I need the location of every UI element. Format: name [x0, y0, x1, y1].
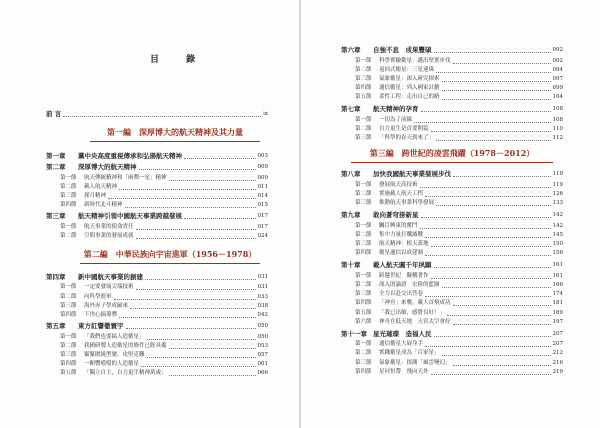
- page-number: 219: [552, 368, 563, 375]
- chapter-title: 東方紅響徹寰宇: [78, 322, 124, 331]
- page-number: 092: [552, 47, 563, 53]
- chapter-number: 第一章: [46, 152, 66, 160]
- section-entry: [355, 290, 563, 298]
- section-title: 海外赤子學成歸來: [84, 302, 129, 309]
- chapter-number: 第六章: [341, 46, 361, 54]
- part-rule: [90, 141, 260, 142]
- section-entry: [60, 333, 268, 341]
- chapter-title: 星光璀璨 造福人民: [373, 329, 432, 338]
- chapter-number: 第十章: [341, 261, 361, 270]
- section-title: 神舟在低天地 天宮太空會好: [379, 318, 451, 325]
- dot-leader: [141, 366, 255, 367]
- page-number: 156: [552, 250, 563, 257]
- section-number: 第四節: [355, 85, 372, 92]
- chapter-title: 加快我國航天事業發展步伐: [373, 170, 451, 179]
- page-number: 108: [552, 116, 563, 123]
- page-number: 212: [552, 350, 563, 357]
- part-rule: [351, 162, 553, 163]
- page-number: 042: [257, 311, 268, 318]
- section-title: 返回式衛星：三星連珠: [379, 66, 435, 73]
- section-number: 第二節: [60, 183, 77, 190]
- page-number: 161: [552, 262, 563, 269]
- section-title: 氣象衛星：深入研究探索: [379, 75, 440, 82]
- section-title: 緊緊圍繞型號，攻堅克難: [84, 352, 145, 358]
- dot-leader: [421, 217, 551, 218]
- chapter-entry: [46, 152, 268, 160]
- dot-leader: [447, 315, 550, 316]
- page-number: 017: [257, 223, 268, 230]
- dot-leader: [436, 72, 550, 73]
- page-number: 094: [552, 66, 563, 73]
- section-number: 第二節: [60, 232, 77, 239]
- section-number: 第二節: [355, 231, 372, 238]
- dot-leader: [453, 365, 551, 366]
- dot-leader: [453, 63, 551, 64]
- section-number: 第一節: [60, 223, 77, 230]
- section-title: 星河恒帶 飛向天外: [379, 368, 429, 375]
- section-number: 第三節: [355, 291, 372, 298]
- dot-leader: [130, 308, 255, 309]
- section-entry: [60, 174, 268, 182]
- part-heading: 第一編 深厚博大的航天精神及其力量: [107, 127, 243, 137]
- section-entry: [60, 360, 268, 368]
- section-title: 科學實驗衛星：邁出堅實步伐: [379, 57, 451, 64]
- section-entry: [355, 134, 563, 142]
- section-entry: [60, 192, 268, 200]
- dot-leader: [147, 339, 256, 340]
- page-number: 003: [257, 153, 268, 159]
- section-title: 自力更生是首要開篇: [379, 126, 429, 132]
- dot-leader: [434, 52, 551, 53]
- section-title: 航天傳統精神和「兩彈一星」精神: [84, 174, 167, 181]
- chapter-title: 敢向蒼穹掛新星: [373, 211, 419, 220]
- section-number: 第三節: [60, 192, 77, 199]
- section-title: 集中力量打殲滅戰: [379, 231, 424, 238]
- dot-leader: [425, 196, 550, 197]
- dot-leader: [184, 158, 256, 159]
- page-number: 014: [257, 192, 268, 199]
- page-number: 017: [257, 213, 268, 220]
- right-page: [301, 0, 600, 428]
- dot-leader: [436, 205, 550, 206]
- page-number: 133: [552, 200, 563, 207]
- section-entry: [355, 231, 563, 239]
- dot-leader: [145, 279, 256, 280]
- dot-leader: [420, 187, 551, 188]
- chapter-entry: [341, 105, 563, 113]
- dot-leader: [442, 287, 551, 288]
- section-title: 載人航天精神: [84, 183, 118, 190]
- page-number: 097: [552, 75, 563, 82]
- chapter-number: 第八章: [341, 170, 361, 179]
- section-number: 第三節: [60, 302, 77, 309]
- section-entry: [355, 66, 563, 74]
- section-number: 第六節: [355, 318, 372, 325]
- section-entry: [355, 309, 563, 317]
- section-title: 「神舟」來襲，載人首飛成功: [379, 300, 451, 307]
- section-entry: [355, 222, 563, 230]
- section-title: 通信衛星：列入國家計劃: [379, 85, 440, 92]
- chapter-entry: [46, 322, 268, 330]
- section-title: 一顆響噹噹的人造衛星: [84, 361, 140, 368]
- section-entry: [355, 116, 563, 124]
- chapter-title: 新中國航天事業的創建: [78, 272, 143, 281]
- section-entry: [355, 368, 563, 376]
- page-number: 207: [552, 341, 563, 348]
- section-entry: [60, 293, 268, 301]
- section-entry: [355, 359, 563, 367]
- section-number: 第二節: [355, 281, 372, 288]
- page-number: 142: [552, 222, 563, 229]
- dot-leader: [63, 116, 261, 117]
- section-entry: [60, 183, 268, 191]
- chapter-number: 第七章: [341, 105, 361, 114]
- section-title: 我國研製人造衛星的條件已經具備: [84, 342, 167, 349]
- section-title: 「獨立自主，自力更生精神萬歲」: [84, 370, 167, 377]
- chapter-entry: [341, 170, 563, 178]
- section-title: 探月精神: [84, 192, 107, 199]
- section-entry: [60, 351, 268, 359]
- section-entry: [60, 302, 268, 310]
- page-number: 038: [257, 302, 268, 309]
- chapter-entry: [341, 46, 563, 54]
- section-entry: [355, 57, 563, 65]
- dot-leader: [420, 228, 551, 229]
- section-entry: [355, 181, 563, 189]
- chapter-title: 航天精神引領中國航天事業跨越發展: [78, 212, 182, 221]
- page-number: 050: [257, 333, 268, 340]
- section-number: 第一節: [60, 333, 77, 340]
- section-number: 第四節: [60, 361, 77, 368]
- dot-leader: [139, 169, 256, 170]
- chapter-entry: [46, 212, 268, 220]
- page-number: 207: [552, 330, 563, 337]
- section-entry: [60, 232, 268, 240]
- page-number: 050: [257, 323, 268, 330]
- section-number: 第二節: [60, 342, 77, 349]
- section-title: 推動航天事業科學發展: [379, 200, 435, 207]
- section-entry: [60, 201, 268, 209]
- page-number: 189: [552, 309, 563, 316]
- page-number: ix: [263, 111, 268, 117]
- section-entry: [355, 199, 563, 207]
- dot-leader: [442, 81, 551, 82]
- section-entry: [355, 125, 563, 133]
- section-entry: [355, 299, 563, 307]
- dot-leader: [453, 305, 551, 306]
- section-number: 第二節: [60, 293, 77, 300]
- page-number: 145: [552, 231, 563, 238]
- page-number: 119: [552, 171, 563, 178]
- section-number: 第一節: [355, 341, 372, 348]
- page-number: 092: [552, 57, 563, 64]
- dot-leader: [442, 99, 551, 100]
- section-number: 第一節: [355, 116, 372, 123]
- section-title: 深入的論證 宏偉的藍圖: [379, 281, 440, 288]
- section-number: 第二節: [355, 66, 372, 73]
- chapter-entry: [341, 330, 563, 338]
- dot-leader: [431, 374, 551, 375]
- section-title: 向科學進軍: [84, 293, 112, 300]
- chapter-entry: [341, 261, 563, 269]
- section-entry: [355, 240, 563, 248]
- dot-leader: [442, 90, 551, 91]
- chapter-title: 載人航天圓千年夙願: [373, 261, 432, 270]
- section-title: 下決心搞導彈: [84, 311, 118, 318]
- section-entry: [355, 340, 563, 348]
- section-title: 航天精神：植天蓋地: [379, 241, 429, 247]
- section-title: 矚目興東的奮鬥: [379, 222, 418, 229]
- chapter-number: 第四章: [46, 272, 66, 281]
- dot-leader: [434, 267, 551, 268]
- section-title: 「我們也要搞人造衛星」: [84, 333, 145, 340]
- section-number: 第三節: [355, 75, 372, 82]
- dot-leader: [125, 207, 256, 208]
- dot-leader: [414, 122, 550, 123]
- page-number: 150: [552, 241, 563, 247]
- section-number: 第一節: [355, 272, 372, 279]
- section-title: 氣象衛星：探測「風雲變幻」: [379, 359, 451, 366]
- page-number: 104: [552, 94, 563, 101]
- page-number: 126: [552, 190, 563, 197]
- page-number: 197: [552, 318, 563, 325]
- chapter-entry: [341, 211, 563, 219]
- section-number: 第四節: [355, 368, 372, 375]
- toc-title: 目 錄: [150, 55, 208, 65]
- section-entry: [60, 342, 268, 350]
- page-number: 033: [257, 293, 268, 300]
- page-number: 174: [552, 291, 563, 298]
- section-number: 第三節: [355, 241, 372, 247]
- section-entry: [355, 349, 563, 357]
- section-entry: [60, 283, 268, 291]
- section-title: 全力以赴交出答卷: [379, 291, 424, 298]
- section-number: 第一節: [60, 174, 77, 181]
- chapter-number: 第三章: [46, 212, 66, 221]
- page-number: 108: [552, 106, 563, 113]
- page-number: 011: [257, 183, 268, 190]
- page-number: 015: [257, 202, 268, 209]
- section-title: 衛星通信以成建制: [379, 250, 424, 257]
- section-number: 第二節: [355, 190, 372, 197]
- chapter-title: 自強不息 成果豐碩: [373, 46, 432, 54]
- section-title: 柔性工程：走出自己的路: [379, 94, 440, 101]
- page-number: 009: [257, 164, 268, 170]
- section-entry: [355, 281, 563, 289]
- dot-leader: [184, 218, 256, 219]
- dot-leader: [169, 375, 256, 376]
- chapter-entry: [46, 163, 268, 171]
- section-number: 第三節: [60, 352, 77, 358]
- dot-leader: [169, 180, 256, 181]
- section-number: 第五節: [355, 309, 372, 316]
- dot-leader: [136, 238, 256, 239]
- dot-leader: [434, 336, 551, 337]
- section-number: 第一節: [355, 222, 372, 229]
- dot-leader: [114, 299, 256, 300]
- page-number: 066: [257, 370, 268, 377]
- section-number: 第四節: [355, 250, 372, 257]
- dot-leader: [126, 328, 256, 329]
- page-number: 024: [257, 232, 268, 239]
- chapter-title: 航天精神的孕育: [373, 105, 419, 114]
- section-number: 第三節: [355, 200, 372, 207]
- dot-leader: [431, 278, 551, 279]
- page-number: 099: [552, 85, 563, 92]
- page-number: 009: [257, 174, 268, 181]
- page-number: 031: [257, 273, 268, 280]
- section-title: 實踐衛星成為「百家星」: [379, 350, 440, 357]
- section-number: 第二節: [355, 126, 372, 132]
- chapter-title: 深厚博大的航天精神: [78, 163, 137, 171]
- section-entry: [355, 249, 563, 257]
- section-number: 第二節: [355, 350, 372, 357]
- dot-leader: [421, 111, 551, 112]
- dot-leader: [425, 255, 550, 256]
- part-rule: [80, 263, 260, 264]
- section-entry: [355, 190, 563, 198]
- dot-leader: [119, 317, 255, 318]
- preface-entry: [46, 110, 268, 118]
- page-number: 216: [552, 359, 563, 366]
- section-title: 航天事業的使命責任: [84, 223, 134, 230]
- part-heading: 第三編 跨世紀的凌雲飛躍（1978－2012）: [369, 148, 535, 159]
- section-number: 第五節: [60, 370, 77, 377]
- chapter-number: 第二章: [46, 163, 66, 171]
- dot-leader: [431, 131, 551, 132]
- dot-leader: [147, 357, 256, 358]
- section-title: 「科學的春天到來了」: [379, 135, 435, 142]
- chapter-number: 第十一章: [341, 329, 367, 338]
- chapter-entry: [46, 273, 268, 281]
- dot-leader: [431, 246, 551, 247]
- section-title: 一切為了前線: [379, 116, 413, 123]
- section-number: 第四節: [60, 311, 77, 318]
- section-title: 發展航天高技術: [379, 181, 418, 188]
- page-number: 161: [552, 272, 563, 279]
- dot-leader: [169, 348, 256, 349]
- section-entry: [355, 84, 563, 92]
- section-number: 第四節: [355, 300, 372, 307]
- section-title: 空間事業的發展成就: [84, 232, 134, 239]
- section-number: 第一節: [355, 57, 372, 64]
- section-entry: [355, 272, 563, 280]
- dot-leader: [425, 346, 550, 347]
- dot-leader: [453, 176, 551, 177]
- dot-leader: [108, 198, 255, 199]
- preface-label: 前 言: [46, 110, 62, 118]
- dot-leader: [436, 140, 550, 141]
- page-number: 112: [552, 135, 563, 142]
- section-title: 通信衛星大展身手: [379, 341, 424, 348]
- part-heading: 第二編 中華民族向宇宙進軍（1956－1978）: [83, 248, 257, 259]
- page-number: 181: [552, 300, 563, 307]
- page-number: 110: [552, 126, 563, 132]
- section-title: 跨越世紀 擬構著作: [379, 272, 429, 279]
- chapter-number: 第九章: [341, 211, 361, 220]
- page-number: 057: [257, 352, 268, 358]
- section-title: 實施載人航天工程: [379, 190, 424, 197]
- page-number: 119: [552, 181, 563, 188]
- section-entry: [355, 75, 563, 83]
- section-number: 第四節: [60, 202, 77, 209]
- page-number: 031: [257, 284, 268, 291]
- dot-leader: [136, 289, 256, 290]
- dot-leader: [442, 355, 551, 356]
- section-number: 第三節: [355, 359, 372, 366]
- section-entry: [355, 93, 563, 101]
- section-number: 第五節: [355, 94, 372, 101]
- section-entry: [60, 311, 268, 319]
- dot-leader: [425, 237, 550, 238]
- dot-leader: [425, 296, 550, 297]
- page-number: 142: [552, 212, 563, 219]
- section-number: 第三節: [355, 135, 372, 142]
- dot-leader: [119, 189, 255, 190]
- left-page: [0, 0, 299, 428]
- page-number: 053: [257, 342, 268, 349]
- section-title: 一定要發展尖端技術: [84, 284, 134, 291]
- dot-leader: [453, 324, 551, 325]
- section-title: 「我已出艙，感覺良好！」: [379, 309, 446, 316]
- section-title: 新時代北斗精神: [84, 202, 123, 209]
- page-number: 166: [552, 281, 563, 288]
- dot-leader: [136, 229, 256, 230]
- section-number: 第一節: [355, 181, 372, 188]
- section-entry: [60, 369, 268, 377]
- chapter-number: 第五章: [46, 322, 66, 331]
- section-entry: [60, 223, 268, 231]
- section-number: 第一節: [60, 284, 77, 291]
- section-entry: [355, 318, 563, 326]
- chapter-title: 黨中央高度重視傳承和弘揚航天精神: [78, 152, 182, 160]
- page-number: 061: [257, 361, 268, 368]
